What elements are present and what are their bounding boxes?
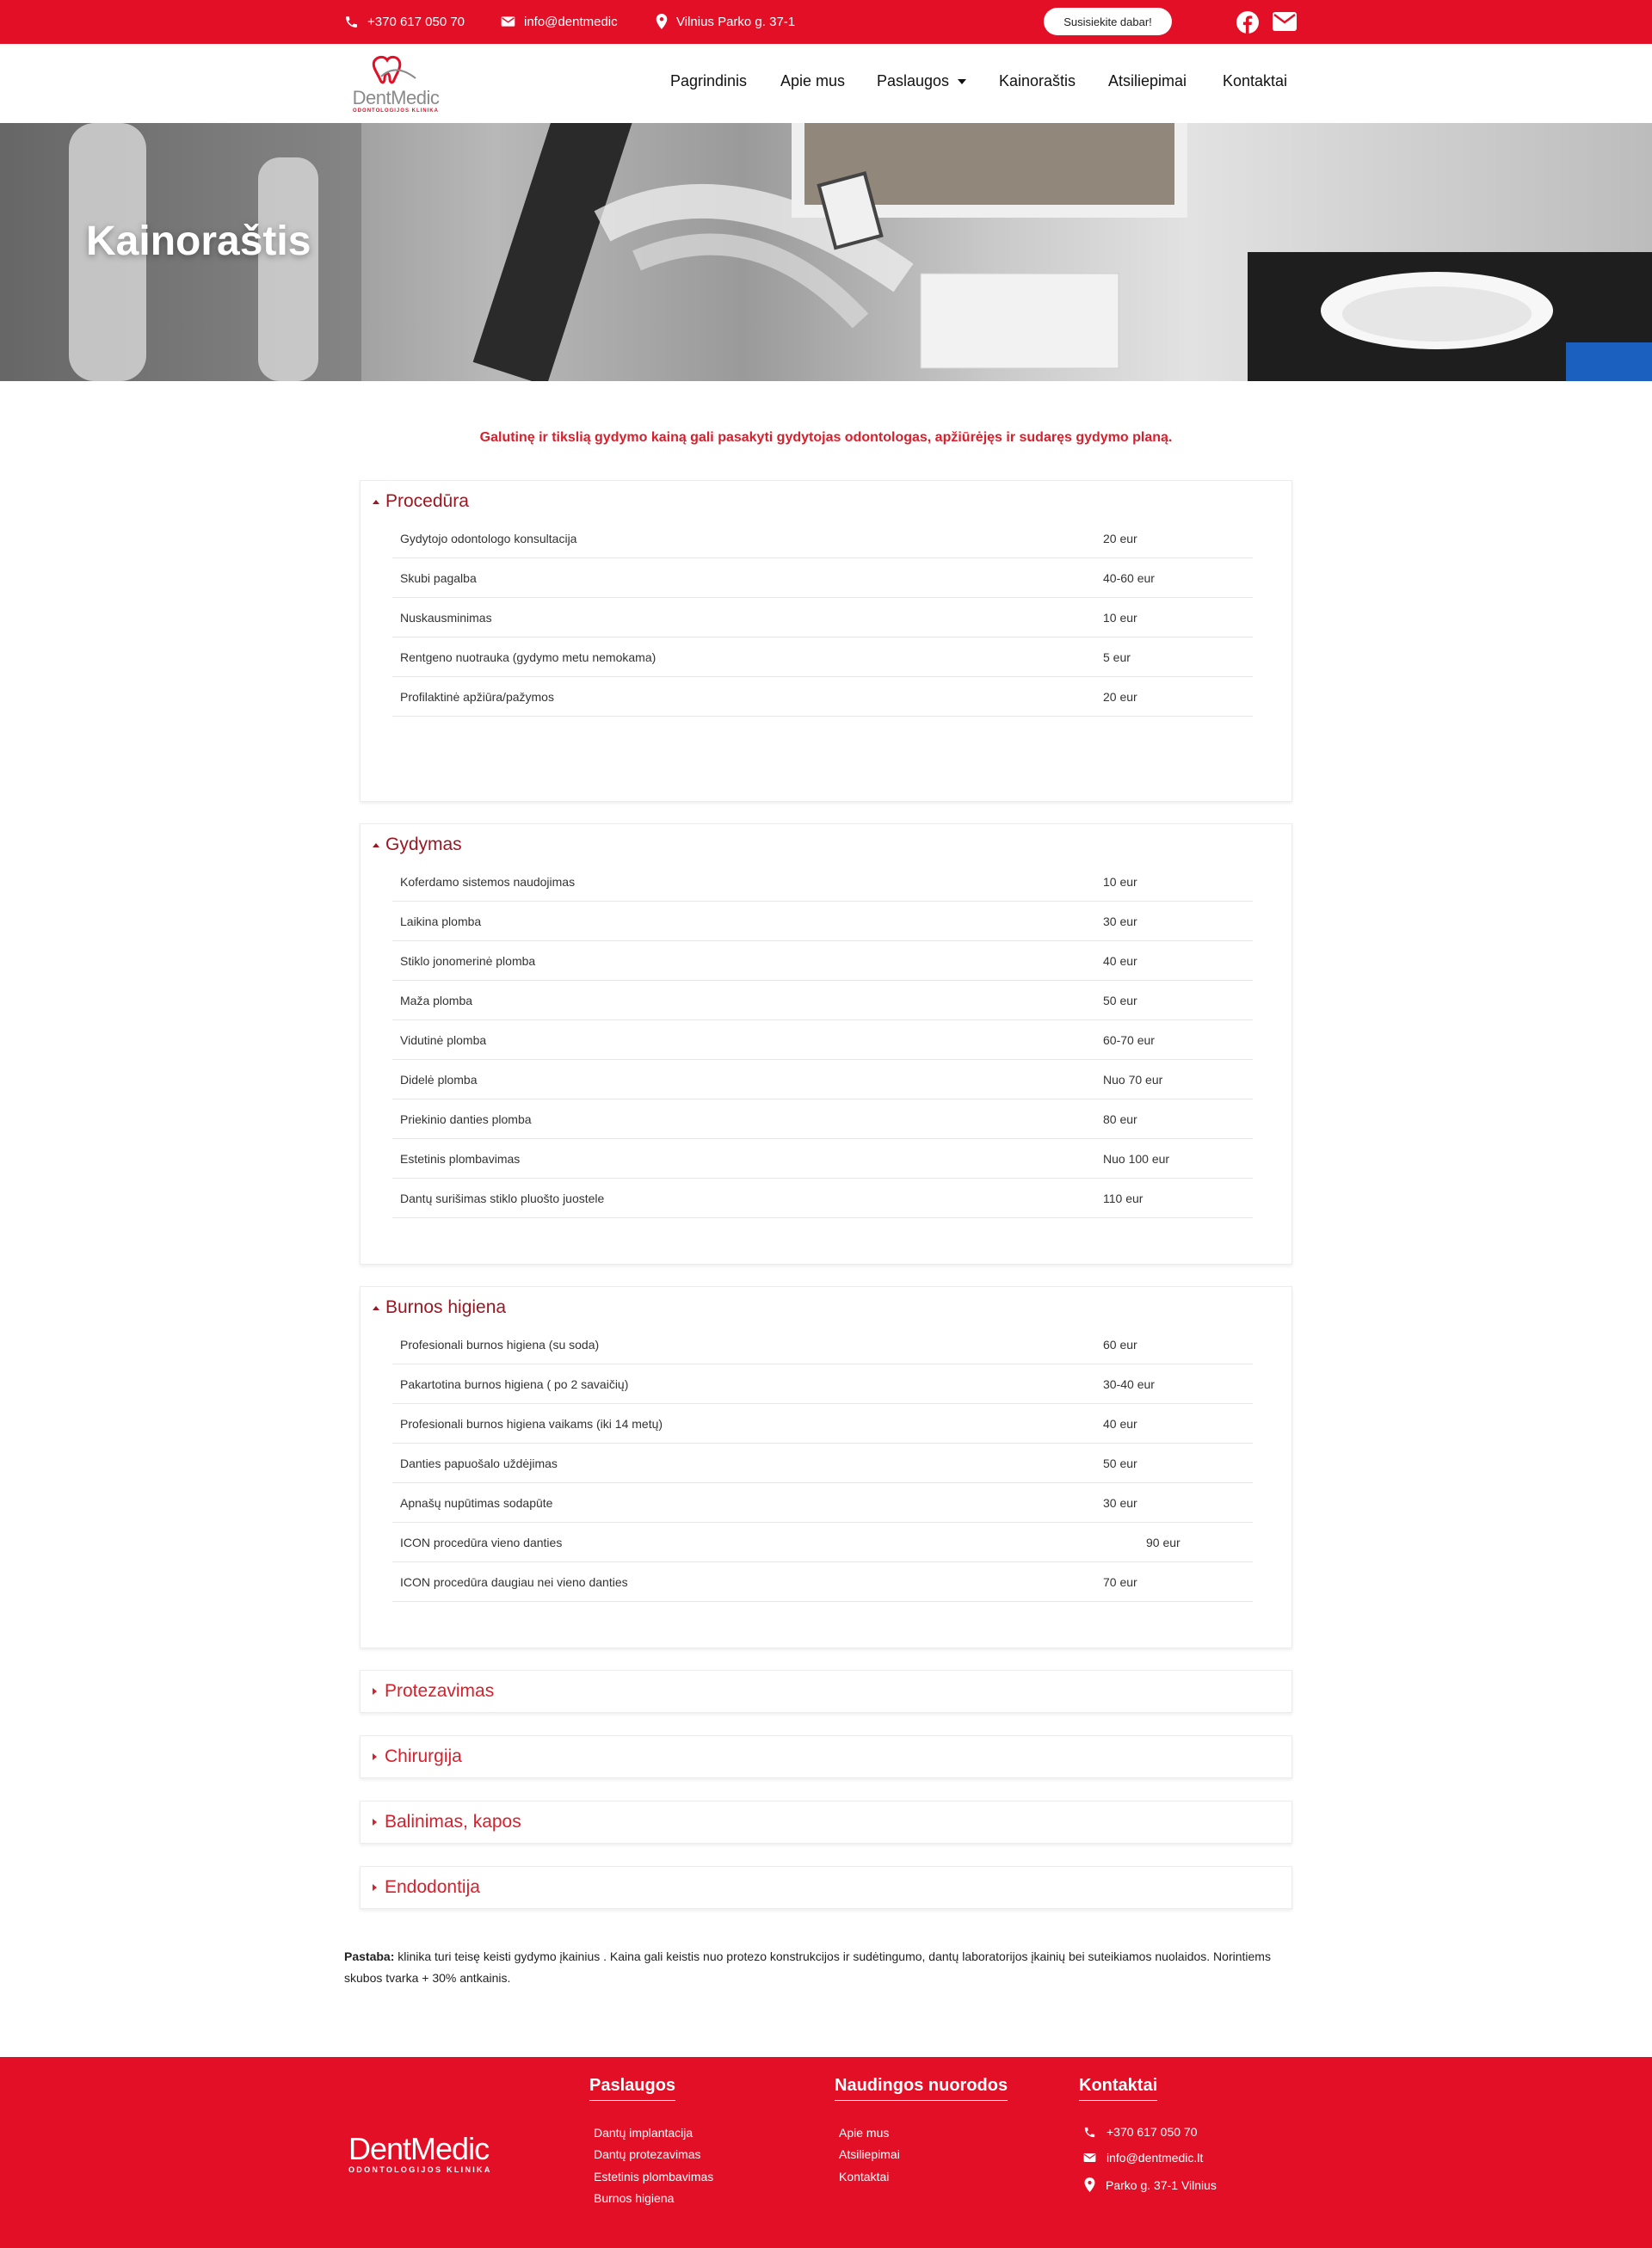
caret-up-icon bbox=[373, 1306, 379, 1310]
footer-logo-text: DentMedic bbox=[348, 2131, 490, 2166]
topbar-address-text: Vilnius Parko g. 37-1 bbox=[676, 14, 796, 29]
accordion-header-protezavimas[interactable] bbox=[373, 1681, 494, 1702]
accordion-title: Chirurgija bbox=[385, 1746, 462, 1766]
price-row bbox=[392, 519, 1253, 558]
accordion-title: Endodontija bbox=[385, 1877, 480, 1897]
service-price: 70 eur bbox=[1103, 1575, 1137, 1589]
service-name: Gydytojo odontologo konsultacija bbox=[400, 532, 577, 545]
page-title: Kainoraštis bbox=[86, 219, 311, 264]
footer-address[interactable] bbox=[1084, 2177, 1217, 2192]
facebook-icon[interactable] bbox=[1236, 10, 1260, 34]
footer-logo-subtext: ODONTOLOGIJOS KLINIKA bbox=[348, 2165, 492, 2174]
price-row bbox=[392, 558, 1253, 598]
accordion-gydymas bbox=[360, 823, 1292, 1265]
price-row bbox=[392, 637, 1253, 677]
accordion-header-chirurgija[interactable] bbox=[373, 1746, 462, 1767]
accordion-title: Burnos higiena bbox=[385, 1297, 507, 1317]
service-price: 40 eur bbox=[1103, 954, 1137, 968]
accordion-procedura bbox=[360, 480, 1292, 802]
service-name: Profesionali burnos higiena vaikams (iki 14 metų) bbox=[400, 1417, 663, 1431]
price-row bbox=[392, 941, 1253, 981]
nav-services-label: Paslaugos bbox=[877, 72, 950, 89]
service-name: Danties papuošalo uždėjimas bbox=[400, 1457, 558, 1470]
price-row bbox=[392, 1139, 1253, 1179]
service-name: Laikina plomba bbox=[400, 915, 482, 928]
footer-link-plombavimas[interactable]: Estetinis plombavimas bbox=[594, 2170, 714, 2183]
caret-right-icon bbox=[373, 1884, 377, 1891]
service-name: ICON procedūra vieno danties bbox=[400, 1536, 563, 1549]
note-text: klinika turi teisę keisti gydymo įkainius . Kaina gali keistis nuo protezo konstrukcijos ir sudėtingumo, dantų laboratorijos įkainių bei suteikiamos nuolaidos. Norintiems skubos tvarka + 30% antkainis. bbox=[344, 1949, 1271, 1985]
footer-email[interactable] bbox=[1083, 2151, 1203, 2165]
pricing-note bbox=[344, 1946, 1308, 1989]
service-name: Didelė plomba bbox=[400, 1073, 478, 1087]
service-price: 30 eur bbox=[1103, 915, 1137, 928]
service-name: Apnašų nupūtimas sodapūte bbox=[400, 1496, 553, 1510]
accordion-burnos-higiena bbox=[360, 1286, 1292, 1648]
caret-right-icon bbox=[373, 1688, 377, 1695]
service-price: 50 eur bbox=[1103, 1457, 1137, 1470]
footer-link-protezavimas[interactable]: Dantų protezavimas bbox=[594, 2147, 701, 2161]
accordion-endodontija bbox=[360, 1866, 1292, 1909]
topbar-phone[interactable] bbox=[344, 12, 465, 31]
footer-phone-text: +370 617 050 70 bbox=[1106, 2125, 1198, 2139]
service-price: 10 eur bbox=[1103, 875, 1137, 889]
footer-link-implantacija[interactable]: Dantų implantacija bbox=[594, 2126, 693, 2140]
footer-phone[interactable] bbox=[1083, 2125, 1198, 2139]
accordion-header-balinimas-kapos[interactable] bbox=[373, 1812, 521, 1832]
service-price: 40-60 eur bbox=[1103, 571, 1155, 585]
accordion-header-gydymas[interactable] bbox=[373, 835, 462, 855]
service-name: Maža plomba bbox=[400, 994, 473, 1007]
footer-links-title: Naudingos nuorodos bbox=[835, 2076, 1008, 2101]
site-footer bbox=[0, 2057, 1652, 2248]
service-name: Priekinio danties plomba bbox=[400, 1112, 532, 1126]
price-row bbox=[392, 1099, 1253, 1139]
service-price: Nuo 70 eur bbox=[1103, 1073, 1163, 1087]
caret-up-icon bbox=[373, 843, 379, 847]
service-price: 30 eur bbox=[1103, 1496, 1137, 1510]
phone-icon bbox=[1083, 2126, 1096, 2139]
location-pin-icon bbox=[1084, 2177, 1095, 2192]
price-row bbox=[392, 1562, 1253, 1602]
chevron-down-icon bbox=[958, 79, 966, 84]
price-row bbox=[392, 1404, 1253, 1444]
service-price: 60 eur bbox=[1103, 1338, 1137, 1352]
service-name: Nuskausminimas bbox=[400, 611, 492, 625]
site-header bbox=[0, 44, 1652, 123]
footer-address-text: Parko g. 37-1 Vilnius bbox=[1106, 2177, 1217, 2192]
phone-icon bbox=[344, 15, 359, 29]
envelope-icon bbox=[1083, 2153, 1096, 2163]
service-name: Estetinis plombavimas bbox=[400, 1152, 521, 1166]
topbar-phone-text: +370 617 050 70 bbox=[367, 14, 465, 29]
envelope-icon bbox=[501, 15, 515, 28]
price-row bbox=[392, 677, 1253, 717]
nav-reviews[interactable]: Atsiliepimai bbox=[1108, 72, 1187, 89]
service-name: Dantų surišimas stiklo pluošto juostele bbox=[400, 1192, 605, 1205]
price-notice: Galutinę ir tikslią gydymo kainą gali pasakyti gydytojas odontologas, apžiūrėjęs ir sudaręs gydymo planą. bbox=[479, 430, 1173, 445]
accordion-title: Gydymas bbox=[385, 835, 462, 854]
nav-pricing[interactable]: Kainoraštis bbox=[999, 72, 1076, 89]
accordion-title: Balinimas, kapos bbox=[385, 1812, 521, 1832]
service-price: 50 eur bbox=[1103, 994, 1137, 1007]
accordion-title: Protezavimas bbox=[385, 1681, 495, 1701]
footer-link-reviews[interactable]: Atsiliepimai bbox=[839, 2147, 900, 2161]
topbar-email[interactable] bbox=[501, 12, 618, 31]
service-name: Profesionali burnos higiena (su soda) bbox=[400, 1338, 600, 1352]
accordion-title: Procedūra bbox=[385, 491, 469, 511]
contact-now-button[interactable]: Susisiekite dabar! bbox=[1044, 8, 1172, 35]
accordion-header-burnos-higiena[interactable] bbox=[373, 1297, 506, 1318]
service-price: 40 eur bbox=[1103, 1417, 1137, 1431]
service-price: 5 eur bbox=[1103, 650, 1131, 664]
logo-subtext: ODONTOLOGIJOS KLINIKA bbox=[353, 108, 439, 114]
accordion-balinimas-kapos bbox=[360, 1801, 1292, 1844]
topbar-address[interactable] bbox=[656, 12, 795, 31]
nav-contacts[interactable]: Kontaktai bbox=[1223, 72, 1288, 89]
service-name: Pakartotina burnos higiena ( po 2 savaičių) bbox=[400, 1377, 629, 1391]
footer-logo[interactable] bbox=[348, 2131, 512, 2174]
accordion-header-procedura[interactable] bbox=[373, 491, 469, 512]
service-price: Nuo 100 eur bbox=[1103, 1152, 1170, 1166]
logo-text: DentMedic bbox=[352, 87, 440, 108]
accordion-chirurgija bbox=[360, 1735, 1292, 1778]
accordion-header-endodontija[interactable] bbox=[373, 1877, 480, 1898]
service-name: Rentgeno nuotrauka (gydymo metu nemokama) bbox=[400, 650, 656, 664]
hero-banner bbox=[0, 123, 1652, 381]
price-row bbox=[392, 598, 1253, 637]
nav-about[interactable]: Apie mus bbox=[780, 72, 846, 89]
service-name: Vidutinė plomba bbox=[400, 1033, 487, 1047]
tooth-logo-icon bbox=[348, 52, 443, 90]
caret-right-icon bbox=[373, 1819, 377, 1826]
price-row bbox=[392, 1060, 1253, 1099]
service-price: 20 eur bbox=[1103, 532, 1137, 545]
price-row bbox=[392, 1523, 1253, 1562]
service-name: Skubi pagalba bbox=[400, 571, 477, 585]
topbar-email-text: info@dentmedic bbox=[524, 14, 618, 29]
price-row bbox=[392, 1364, 1253, 1404]
price-row bbox=[392, 981, 1253, 1020]
price-row bbox=[392, 1020, 1253, 1060]
nav-services[interactable] bbox=[877, 72, 966, 90]
service-price: 20 eur bbox=[1103, 690, 1137, 704]
service-name: Koferdamo sistemos naudojimas bbox=[400, 875, 576, 889]
caret-right-icon bbox=[373, 1753, 377, 1760]
price-row bbox=[392, 902, 1253, 941]
logo[interactable] bbox=[348, 52, 443, 114]
price-row bbox=[392, 1325, 1253, 1364]
service-name: ICON procedūra daugiau nei vieno danties bbox=[400, 1575, 628, 1589]
top-bar bbox=[0, 0, 1652, 44]
service-name: Stiklo jonomerinė plomba bbox=[400, 954, 536, 968]
price-row bbox=[392, 1444, 1253, 1483]
caret-up-icon bbox=[373, 500, 379, 504]
service-price: 10 eur bbox=[1103, 611, 1137, 625]
accordion-protezavimas bbox=[360, 1670, 1292, 1713]
price-row bbox=[392, 862, 1253, 902]
service-price: 110 eur bbox=[1103, 1192, 1143, 1205]
service-price: 30-40 eur bbox=[1103, 1377, 1155, 1391]
service-price: 80 eur bbox=[1103, 1112, 1137, 1126]
price-row bbox=[392, 1483, 1253, 1523]
note-label: Pastaba: bbox=[344, 1949, 395, 1963]
service-price: 60-70 eur bbox=[1103, 1033, 1155, 1047]
footer-link-higiena[interactable]: Burnos higiena bbox=[594, 2191, 675, 2205]
service-name: Profilaktinė apžiūra/pažymos bbox=[400, 690, 554, 704]
nav-home[interactable]: Pagrindinis bbox=[670, 72, 748, 89]
footer-link-about[interactable]: Apie mus bbox=[839, 2126, 890, 2140]
location-pin-icon bbox=[656, 14, 668, 29]
footer-services-title: Paslaugos bbox=[589, 2076, 675, 2101]
service-price: 90 eur bbox=[1146, 1536, 1180, 1549]
footer-email-text: info@dentmedic.lt bbox=[1106, 2151, 1204, 2165]
email-icon[interactable] bbox=[1273, 12, 1297, 36]
price-row bbox=[392, 1179, 1253, 1218]
footer-contacts-title: Kontaktai bbox=[1079, 2076, 1157, 2101]
footer-link-contacts[interactable]: Kontaktai bbox=[839, 2170, 890, 2183]
